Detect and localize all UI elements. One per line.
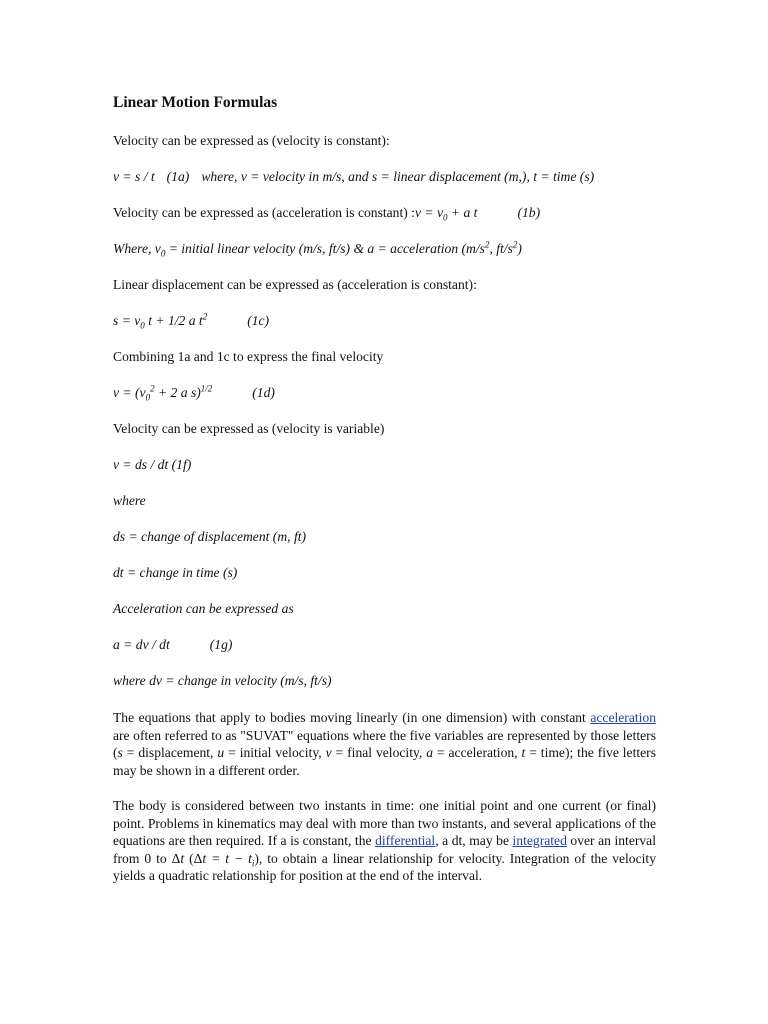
dt-definition: dt = change in time (s): [113, 565, 238, 580]
equation-1c: $s = v_0$ t + 1/2 a $t^2$ (1c): [113, 311, 270, 331]
equation-1a: [113, 169, 594, 185]
text-combining: Combining 1a and 1c to express the final velocity: [113, 349, 384, 364]
eq-1g-tag: (1g): [209, 637, 233, 652]
text-linear-displacement: Linear displacement can be expressed as (acceleration is constant):: [113, 277, 477, 292]
paragraph-kinematics: The body is considered between two instants in time: one initial point and one current (or final) point. Problems in kinematics may deal with more than two instants, and several applications of the equations are then required. If a is constant, the differential, a dt, may be integrated over an interval from 0 to Δt $(\Delta t = t - t_i)$, to obtain a linear relationship for velocity. Integration of the velocity yields a quadratic relationship for position at the end of the interval.: [113, 798, 656, 883]
acceleration-intro: Acceleration can be expressed as: [113, 601, 294, 616]
ds-definition: ds = change of displacement (m, ft): [113, 529, 307, 544]
text-velocity-constant: Velocity can be expressed as (velocity is constant):: [113, 133, 390, 148]
equation-1b-line: [113, 205, 540, 221]
eq-1a-main: v = s / t: [113, 169, 155, 184]
where-label: where: [113, 493, 146, 508]
equation-1d: $v = (v_0^2 + 2$ a s)$^{1/2}$ (1d): [113, 383, 275, 403]
eq-1b-tag: (1b): [517, 205, 541, 220]
link-integrated[interactable]: integrated: [512, 833, 567, 848]
eq-1b-main: $v = v_0 + a$ t: [414, 205, 478, 223]
eq-1a-tag: (1a): [166, 169, 190, 184]
eq-1c-tag: (1c): [247, 313, 270, 328]
paragraph-suvat: The equations that apply to bodies moving linearly (in one dimension) with constant acceleration are often referred to as "SUVAT" equations where the five variables are represented by those letters (s = displacement, u = initial velocity, v = final velocity, a = acceleration, t = time); the five letters may be shown in a different order.: [113, 710, 656, 778]
equation-1f: v = ds / dt (1f): [113, 457, 192, 472]
page-title: Linear Motion Formulas: [113, 94, 278, 111]
eq-1a-where: where, v = velocity in m/s, and s = linear displacement (m,), t = time (s): [201, 169, 595, 184]
dv-definition: where dv = change in velocity (m/s, ft/s): [113, 673, 332, 688]
link-acceleration[interactable]: acceleration: [590, 710, 656, 725]
equation-1g: a = dv / dt (1g): [113, 637, 233, 652]
text-velocity-acceleration: Velocity can be expressed as (acceleration is constant) :: [113, 205, 415, 220]
link-differential[interactable]: differential: [375, 833, 436, 848]
eq-1d-tag: (1d): [252, 385, 275, 400]
text-velocity-variable: Velocity can be expressed as (velocity is variable): [113, 421, 385, 436]
where-1b: Where, $v_0$ = initial linear velocity (m/s, ft/s) & a = acceleration ($m/s^2$, $ft/s^2$): [113, 239, 522, 259]
